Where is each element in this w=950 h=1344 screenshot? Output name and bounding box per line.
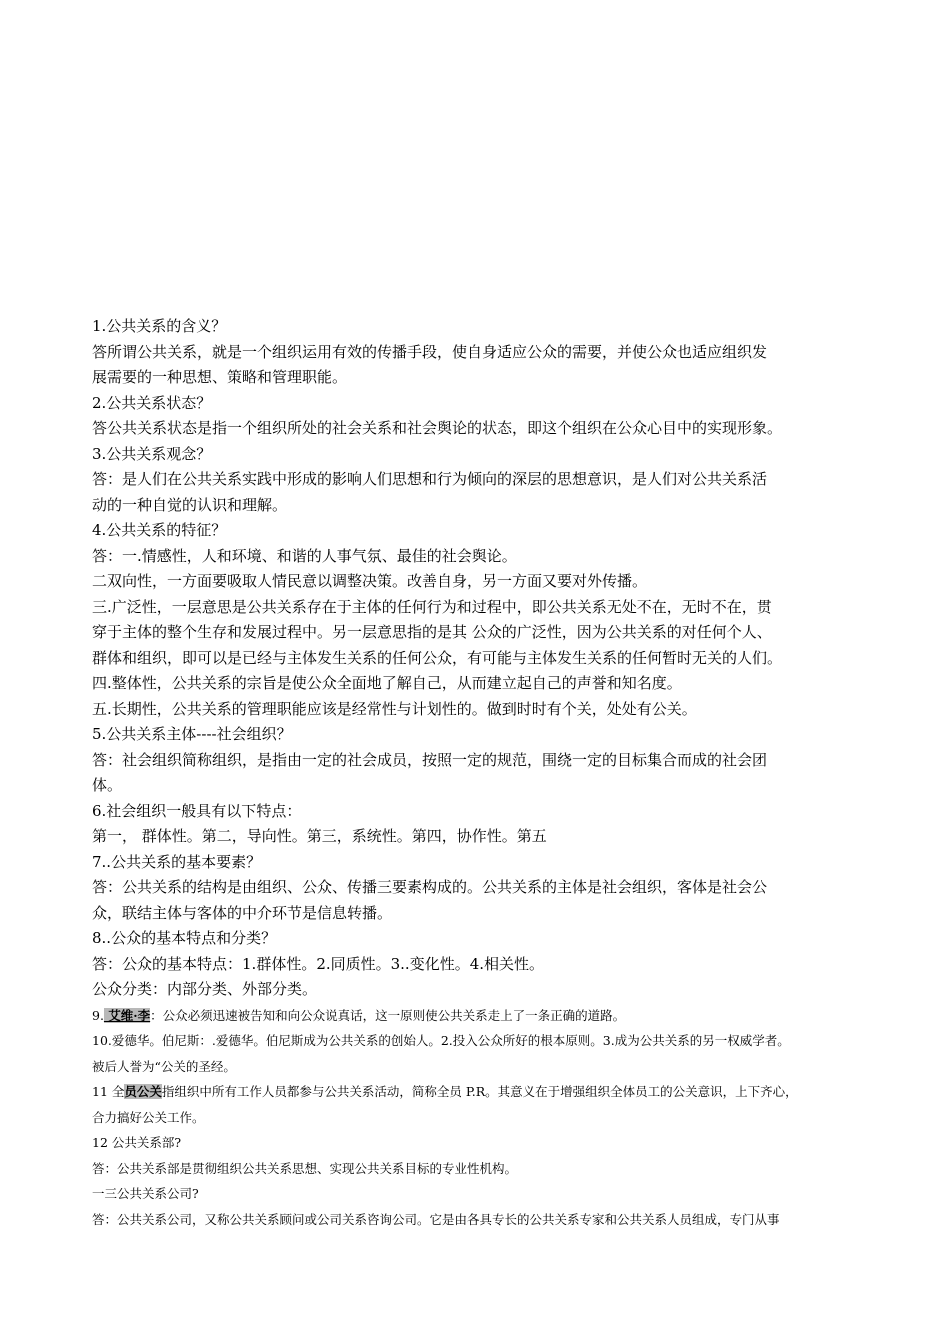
item-11-line-1 bbox=[92, 1079, 866, 1105]
text-line: 三.广泛性，一层意思是公共关系存在于主体的任何行为和过程中，即公共关系无处不在，无时不在，贯 bbox=[92, 597, 772, 616]
text-line: 群体和组织，即可以是已经与主体发生关系的任何公众，有可能与主体发生关系的任何暂时无关的人们。 bbox=[92, 648, 783, 667]
text-line: 答：公众的基本特点：1.群体性。2.同质性。3..变化性。4.相关性。 bbox=[92, 954, 545, 973]
text-line: 答公共关系状态是指一个组织所处的社会关系和社会舆论的状态，即这个组织在公众心目中的实现形象。 bbox=[92, 419, 783, 437]
item-11-number: 11 全 bbox=[92, 1084, 125, 1099]
text-line: 四.整体性，公共关系的宗旨是使公众全面地了解自己，从而建立起自己的声誉和知名度。 bbox=[92, 674, 682, 692]
item-9-line bbox=[92, 1003, 866, 1029]
text-line: 3.公共关系观念？ bbox=[92, 444, 212, 463]
text-line: 展需要的一种思想、策略和管理职能。 bbox=[92, 368, 348, 386]
tail-line-4: 答：公共关系公司，又称公共关系顾问或公司关系咨询公司。它是由各具专长的公共关系专家和公共关系人员组成，专门从事 bbox=[92, 1211, 780, 1227]
text-line: 8..公众的基本特点和分类？ bbox=[92, 929, 277, 947]
document-body bbox=[92, 314, 866, 1232]
item-10-line-2: 被后人誉为“公关的圣经。 bbox=[92, 1058, 236, 1074]
item-9-highlight: 艾维·李 bbox=[103, 1007, 151, 1023]
text-line: 动的一种自觉的认识和理解。 bbox=[92, 495, 288, 514]
text-line: 5.公共关系主体----社会组织？ bbox=[92, 725, 292, 743]
item-9-number: 9. bbox=[92, 1007, 104, 1023]
text-line: 二双向性，一方面要吸取人情民意以调整决策。改善自身，另一方面又要对外传播。 bbox=[92, 572, 648, 590]
item-11-text: 指组织中所有工作人员都参与公共关系活动，简称全员 P.R。其意义在于增强组织全体员工的公关意识，上下齐心， bbox=[161, 1084, 798, 1099]
text-line: 4.公共关系的特征？ bbox=[92, 521, 227, 539]
text-line: 1.公共关系的含义？ bbox=[92, 317, 227, 335]
text-line: 答：社会组织简称组织，是指由一定的社会成员，按照一定的规范，围绕一定的目标集合而成的社会团 bbox=[92, 750, 768, 769]
text-line: 答：一.情感性，人和环境、和谐的人事气氛、最佳的社会舆论。 bbox=[92, 546, 517, 565]
item-11-highlight: 员公关 bbox=[124, 1084, 162, 1099]
text-line: 答：公共关系的结构是由组织、公众、传播三要素构成的。公共关系的主体是社会组织，客体是社会公 bbox=[92, 878, 768, 896]
item-11-line-2: 合力搞好公关工作。 bbox=[92, 1109, 205, 1125]
text-line: 穿于主体的整个生存和发展过程中。另一层意思指的是其 公众的广泛性，因为公共关系的对任何个人、 bbox=[92, 623, 772, 641]
text-line: 第一， 群体性。第二，导向性。第三，系统性。第四，协作性。第五 bbox=[92, 827, 547, 845]
main-text-block bbox=[92, 314, 866, 1003]
tail-line-2: 答：公共关系部是贯彻组织公共关系思想、实现公共关系目标的专业性机构。 bbox=[92, 1160, 518, 1176]
item-10-line-1: 10.爱德华。伯尼斯：.爱德华。伯尼斯成为公共关系的创始人。2.投入公众所好的根本原则。3.成为公共关系的另一权威学者。 bbox=[92, 1033, 790, 1048]
tail-line-3: 一三公共关系公司? bbox=[92, 1186, 199, 1201]
text-line: 体。 bbox=[92, 776, 123, 794]
text-line: 2.公共关系状态？ bbox=[92, 393, 212, 412]
text-line: 五.长期性，公共关系的管理职能应该是经常性与计划性的。做到时时有个关，处处有公关。 bbox=[92, 699, 697, 718]
tail-line-1: 12 公共关系部? bbox=[92, 1135, 182, 1150]
text-line: 6.社会组织一般具有以下特点： bbox=[92, 801, 302, 820]
text-line: 7..公共关系的基本要素？ bbox=[92, 852, 262, 871]
item-9-text: ：公众必须迅速被告知和向公众说真话，这一原则使公共关系走上了一条正确的道路。 bbox=[150, 1007, 626, 1023]
text-line: 公众分类：内部分类、外部分类。 bbox=[92, 980, 318, 998]
text-line: 众，联结主体与客体的中介环节是信息转播。 bbox=[92, 903, 393, 922]
text-line: 答所谓公共关系，就是一个组织运用有效的传播手段，使自身适应公众的需要，并使公众也适应组织发 bbox=[92, 342, 768, 361]
text-line: 答：是人们在公共关系实践中形成的影响人们思想和行为倾向的深层的思想意识，是人们对公共关系活 bbox=[92, 470, 768, 488]
